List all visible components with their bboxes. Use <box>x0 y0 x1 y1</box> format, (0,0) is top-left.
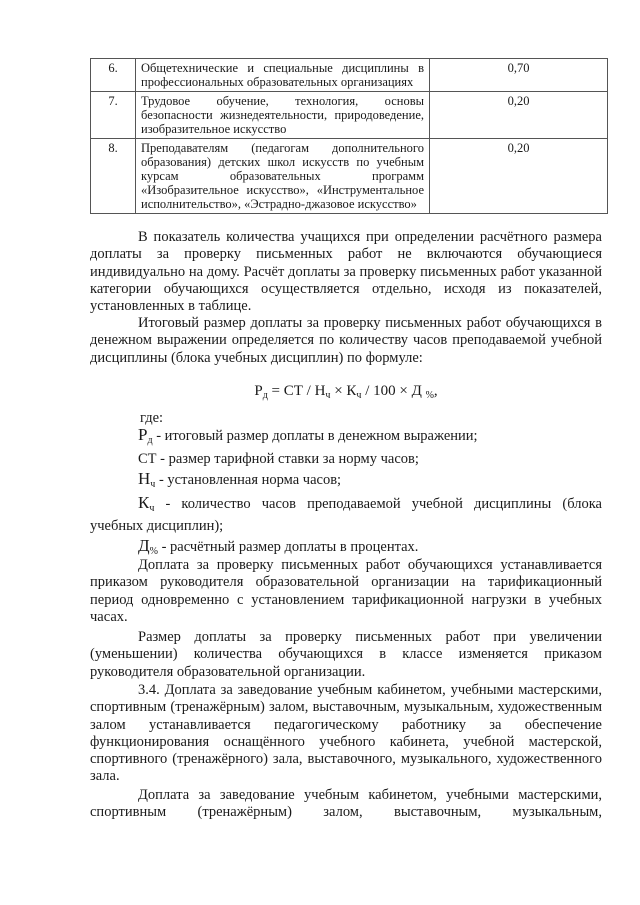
definition-pd <box>138 426 478 449</box>
table-row <box>91 139 608 214</box>
definition-symbol: Р <box>138 425 148 444</box>
definition-subscript: ч <box>149 503 155 514</box>
rates-table <box>90 58 608 214</box>
definition-subscript: % <box>149 546 158 557</box>
definition-symbol: Н <box>138 469 151 488</box>
formula-symbol: Р <box>254 383 263 399</box>
definition-text: - количество часов преподаваемой учебной дисциплины (блока <box>154 496 602 512</box>
formula-part: , <box>433 383 438 399</box>
row-number: 8. <box>91 139 136 214</box>
table-row <box>91 92 608 139</box>
definition-kch <box>138 494 602 517</box>
table-row <box>91 59 608 92</box>
definition-subscript: д <box>147 435 153 446</box>
row-number: 7. <box>91 92 136 139</box>
payment-formula <box>90 383 602 401</box>
formula-subscript: д <box>262 390 268 401</box>
row-description: Преподавателям (педагогам дополнительного образования) детских школ искусств по учебным курсам образовательных программ «Изобразительное искусство», «Инструментальное исполнительство», «Эстрадно-джазовое искусство» <box>136 139 430 214</box>
definition-kch-continued: учебных дисциплин); <box>90 518 224 534</box>
definition-nch <box>138 470 341 493</box>
row-number: 6. <box>91 59 136 92</box>
row-coefficient: 0,70 <box>430 59 608 92</box>
formula-subscript: % <box>425 390 434 401</box>
paragraph-final-amount: Итоговый размер доплаты за проверку письменных работ обучающихся в денежном выражении определяется по количеству часов преподаваемой учебной дисциплины (блока учебных дисциплин) по формуле: <box>90 315 602 366</box>
definition-subscript: ч <box>150 479 156 490</box>
paragraph-cabinet-payment: Доплата за заведование учебным кабинетом, учебными мастерскими, спортивным (тренажёрным) залом, выставочным, музыкальным, <box>90 787 602 821</box>
row-description: Трудовое обучение, технология, основы безопасности жизнедеятельности, природоведение, изобразительное искусство <box>136 92 430 139</box>
where-label: где: <box>140 410 164 426</box>
definition-text: - расчётный размер доплаты в процентах. <box>157 539 419 555</box>
row-coefficient: 0,20 <box>430 92 608 139</box>
paragraph-change-order: Размер доплаты за проверку письменных работ при увеличении (уменьшении) количества обучающихся в классе изменяется приказом руководителя образовательной организации. <box>90 629 602 680</box>
formula-part: × К <box>330 383 357 399</box>
definition-text: - установленная норма часов; <box>155 472 342 488</box>
definition-symbol: Д <box>138 536 150 555</box>
definition-text: - итоговый размер доплаты в денежном выражении; <box>152 428 478 444</box>
formula-part: / 100 × Д <box>361 383 426 399</box>
formula-part: = СТ / Н <box>267 383 326 399</box>
formula-subscript: ч <box>356 390 362 401</box>
paragraph-order-establishment: Доплата за проверку письменных работ обучающихся устанавливается приказом руководителя образовательной организации на тарификационный период одновременно с установлением тарификационной нагрузки в учебных часах. <box>90 557 602 625</box>
definition-ct: СТ - размер тарифной ставки за норму часов; <box>138 451 419 467</box>
paragraph-section-3-4: 3.4. Доплата за заведование учебным кабинетом, учебными мастерскими, спортивным (тренажёрным) залом, выставочным, музыкальным, художественным залом устанавливается педагогическому работнику за обеспечение функционирования оснащённого учебного кабинета, учебной мастерской, спортивного (тренажёрного) зала, выставочного, музыкального, художественного зала. <box>90 682 602 785</box>
row-coefficient: 0,20 <box>430 139 608 214</box>
formula-subscript: ч <box>325 390 331 401</box>
paragraph-students-count: В показатель количества учащихся при определении расчётного размера доплаты за проверку письменных работ не включаются обучающиеся индивидуально на дому. Расчёт доплаты за проверку письменных работ указанной категории обучающихся осуществляется отдельно, исходя из показателей, установленных в таблице. <box>90 229 602 315</box>
row-description: Общетехнические и специальные дисциплины в профессиональных образовательных организациях <box>136 59 430 92</box>
definition-symbol: К <box>138 493 150 512</box>
